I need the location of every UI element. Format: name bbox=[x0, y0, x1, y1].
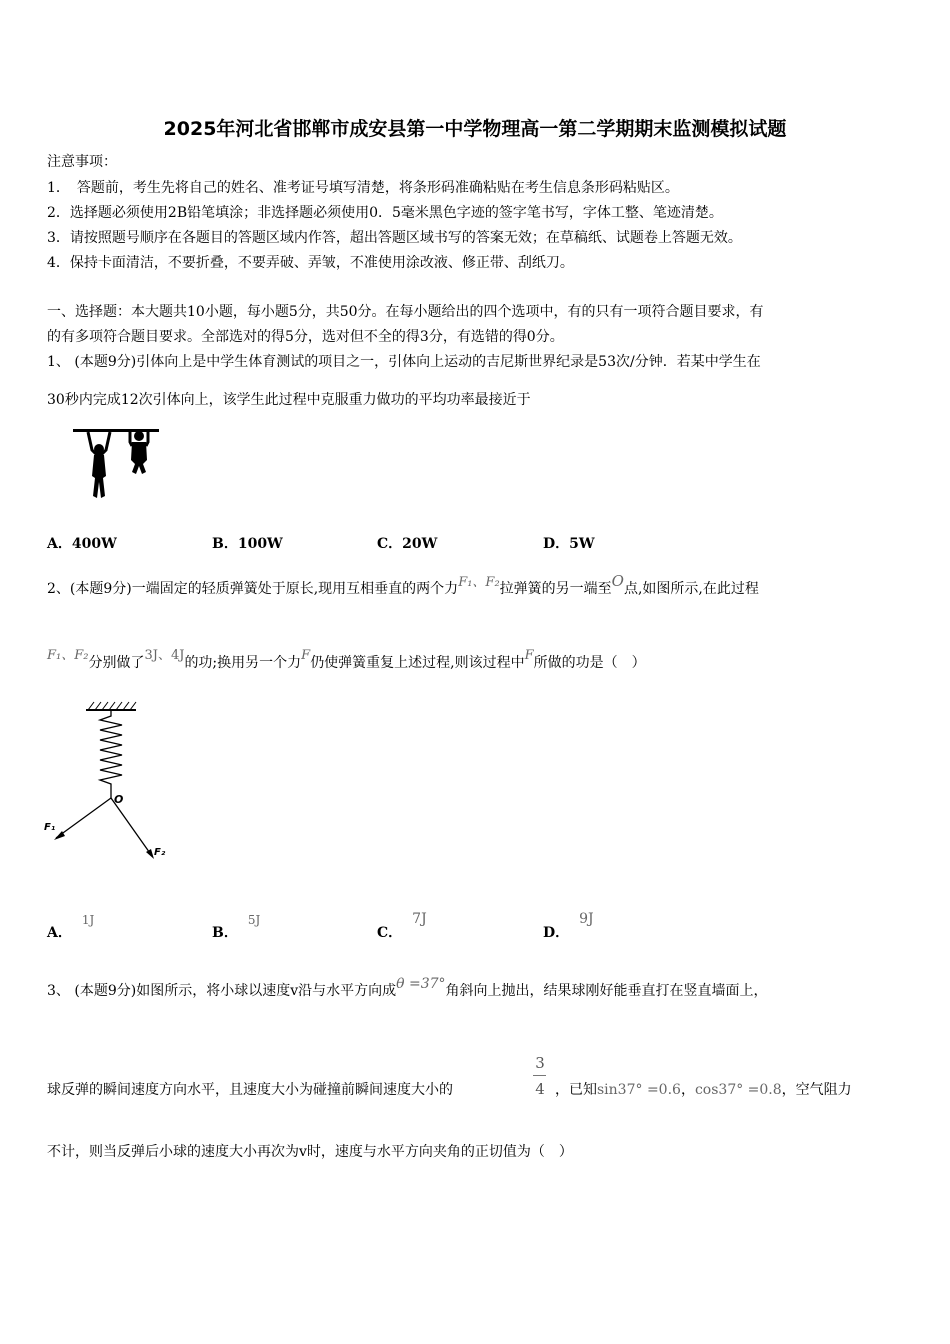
q3-stem-line3: 不计，则当反弹后小球的速度大小再次为v时，速度与水平方向夹角的正切值为（ ） bbox=[47, 1144, 573, 1160]
q1-option-b: B．100W bbox=[212, 536, 283, 552]
q3-text: 球反弹的瞬间速度方向水平，且速度大小为碰撞前瞬间速度大小的 bbox=[47, 1082, 453, 1098]
q2-option-c bbox=[377, 911, 427, 942]
q2-option-d bbox=[543, 911, 594, 942]
q2-math-work: 3J、4J bbox=[144, 648, 185, 663]
option-value: 9J bbox=[579, 911, 594, 927]
q2-text: 仍使弹簧重复上述过程,则该过程中 bbox=[310, 655, 525, 671]
q3-stem-line2-rest bbox=[555, 1081, 852, 1099]
q2-stem-line2 bbox=[47, 648, 646, 673]
section-intro-line: 一、选择题：本大题共10小题，每小题5分，共50分。在每小题给出的四个选项中，有的只有一项符合题目要求，有 bbox=[47, 304, 764, 320]
q2-text: 分别做了 bbox=[88, 655, 145, 671]
notice-item: 3．请按照题号顺序在各题目的答题区域内作答，超出答题区域书写的答案无效；在草稿纸、试题卷上答题无效。 bbox=[47, 230, 742, 246]
q3-frac-bar bbox=[533, 1075, 546, 1076]
section-intro-line: 的有多项符合题目要求。全部选对的得5分，选对但不全的得3分，有选错的得0分。 bbox=[47, 329, 564, 345]
q3-text: 3、 (本题9分)如图所示，将小球以速度v沿与水平方向成 bbox=[47, 983, 397, 999]
q3-math-cos: cos37° =0.8 bbox=[694, 1082, 782, 1098]
pull-up-figure bbox=[72, 424, 162, 506]
q3-text: 角斜向上抛出，结果球刚好能垂直打在竖直墙面上， bbox=[445, 983, 768, 999]
q1-option-c: C．20W bbox=[377, 536, 438, 552]
q2-option-b bbox=[212, 913, 261, 942]
option-letter: B． bbox=[212, 925, 238, 941]
notice-item: 1． 答题前，考生先将自己的姓名、准考证号填写清楚，将条形码准确粘贴在考生信息条形码粘贴区。 bbox=[47, 180, 679, 196]
q3-frac-den: 4 bbox=[535, 1080, 545, 1098]
q3-text: ， bbox=[680, 1082, 695, 1098]
q2-stem-line1 bbox=[47, 572, 759, 599]
q2-option-a bbox=[47, 913, 95, 942]
option-letter: D． bbox=[543, 925, 570, 941]
option-value: 7J bbox=[412, 911, 427, 927]
spring-figure bbox=[40, 698, 190, 868]
label-f2: F₂ bbox=[154, 847, 166, 858]
q2-text: 拉弹簧的另一端至 bbox=[499, 581, 612, 597]
q1-stem-line: 1、 (本题9分)引体向上是中学生体育测试的项目之一，引体向上运动的吉尼斯世界纪录是53次/分钟．若某中学生在 bbox=[47, 354, 761, 370]
option-letter: C． bbox=[377, 925, 403, 941]
q1-option-a: A．400W bbox=[47, 536, 117, 552]
option-value: 5J bbox=[247, 913, 261, 927]
q2-math-f: F bbox=[524, 648, 534, 663]
q3-math-sin: sin37° =0.6 bbox=[597, 1082, 681, 1098]
q2-text: 的功;换用另一个力 bbox=[184, 655, 302, 671]
option-value: 1J bbox=[81, 913, 95, 927]
q2-text: 所做的功是（ ） bbox=[533, 655, 646, 671]
notice-item: 2．选择题必须使用2B铅笔填涂；非选择题必须使用0．5毫米黑色字迹的签字笔书写，字体工整、笔迹清楚。 bbox=[47, 205, 723, 221]
q2-math-f1f2: F₁、F₂ bbox=[47, 648, 89, 663]
q2-text: 2、(本题9分)一端固定的轻质弹簧处于原长,现用互相垂直的两个力 bbox=[47, 581, 459, 597]
q1-stem-line: 30秒内完成12次引体向上，该学生此过程中克服重力做功的平均功率最接近于 bbox=[47, 392, 531, 408]
label-f1: F₁ bbox=[44, 822, 56, 833]
q3-stem-line1 bbox=[47, 976, 768, 1000]
notice-item: 4．保持卡面清洁，不要折叠，不要弄破、弄皱，不准使用涂改液、修正带、刮纸刀。 bbox=[47, 255, 574, 271]
q2-math-f1f2: F₁、F₂ bbox=[458, 575, 500, 590]
q3-frac-num: 3 bbox=[535, 1054, 545, 1072]
q1-option-d: D．5W bbox=[543, 536, 595, 552]
notice-heading: 注意事项： bbox=[47, 154, 117, 170]
q3-text: ，已知 bbox=[555, 1082, 597, 1098]
q2-math-f: F bbox=[301, 648, 311, 663]
label-o: O bbox=[114, 793, 124, 806]
option-letter: A． bbox=[47, 925, 72, 941]
page-title: 2025年河北省邯郸市成安县第一中学物理高一第二学期期末监测模拟试题 bbox=[163, 118, 787, 140]
q2-text: 点,如图所示,在此过程 bbox=[623, 581, 759, 597]
q3-text: ，空气阻力 bbox=[781, 1082, 852, 1098]
q2-math-o: O bbox=[611, 572, 624, 590]
q3-math-angle: θ =37° bbox=[396, 976, 446, 992]
